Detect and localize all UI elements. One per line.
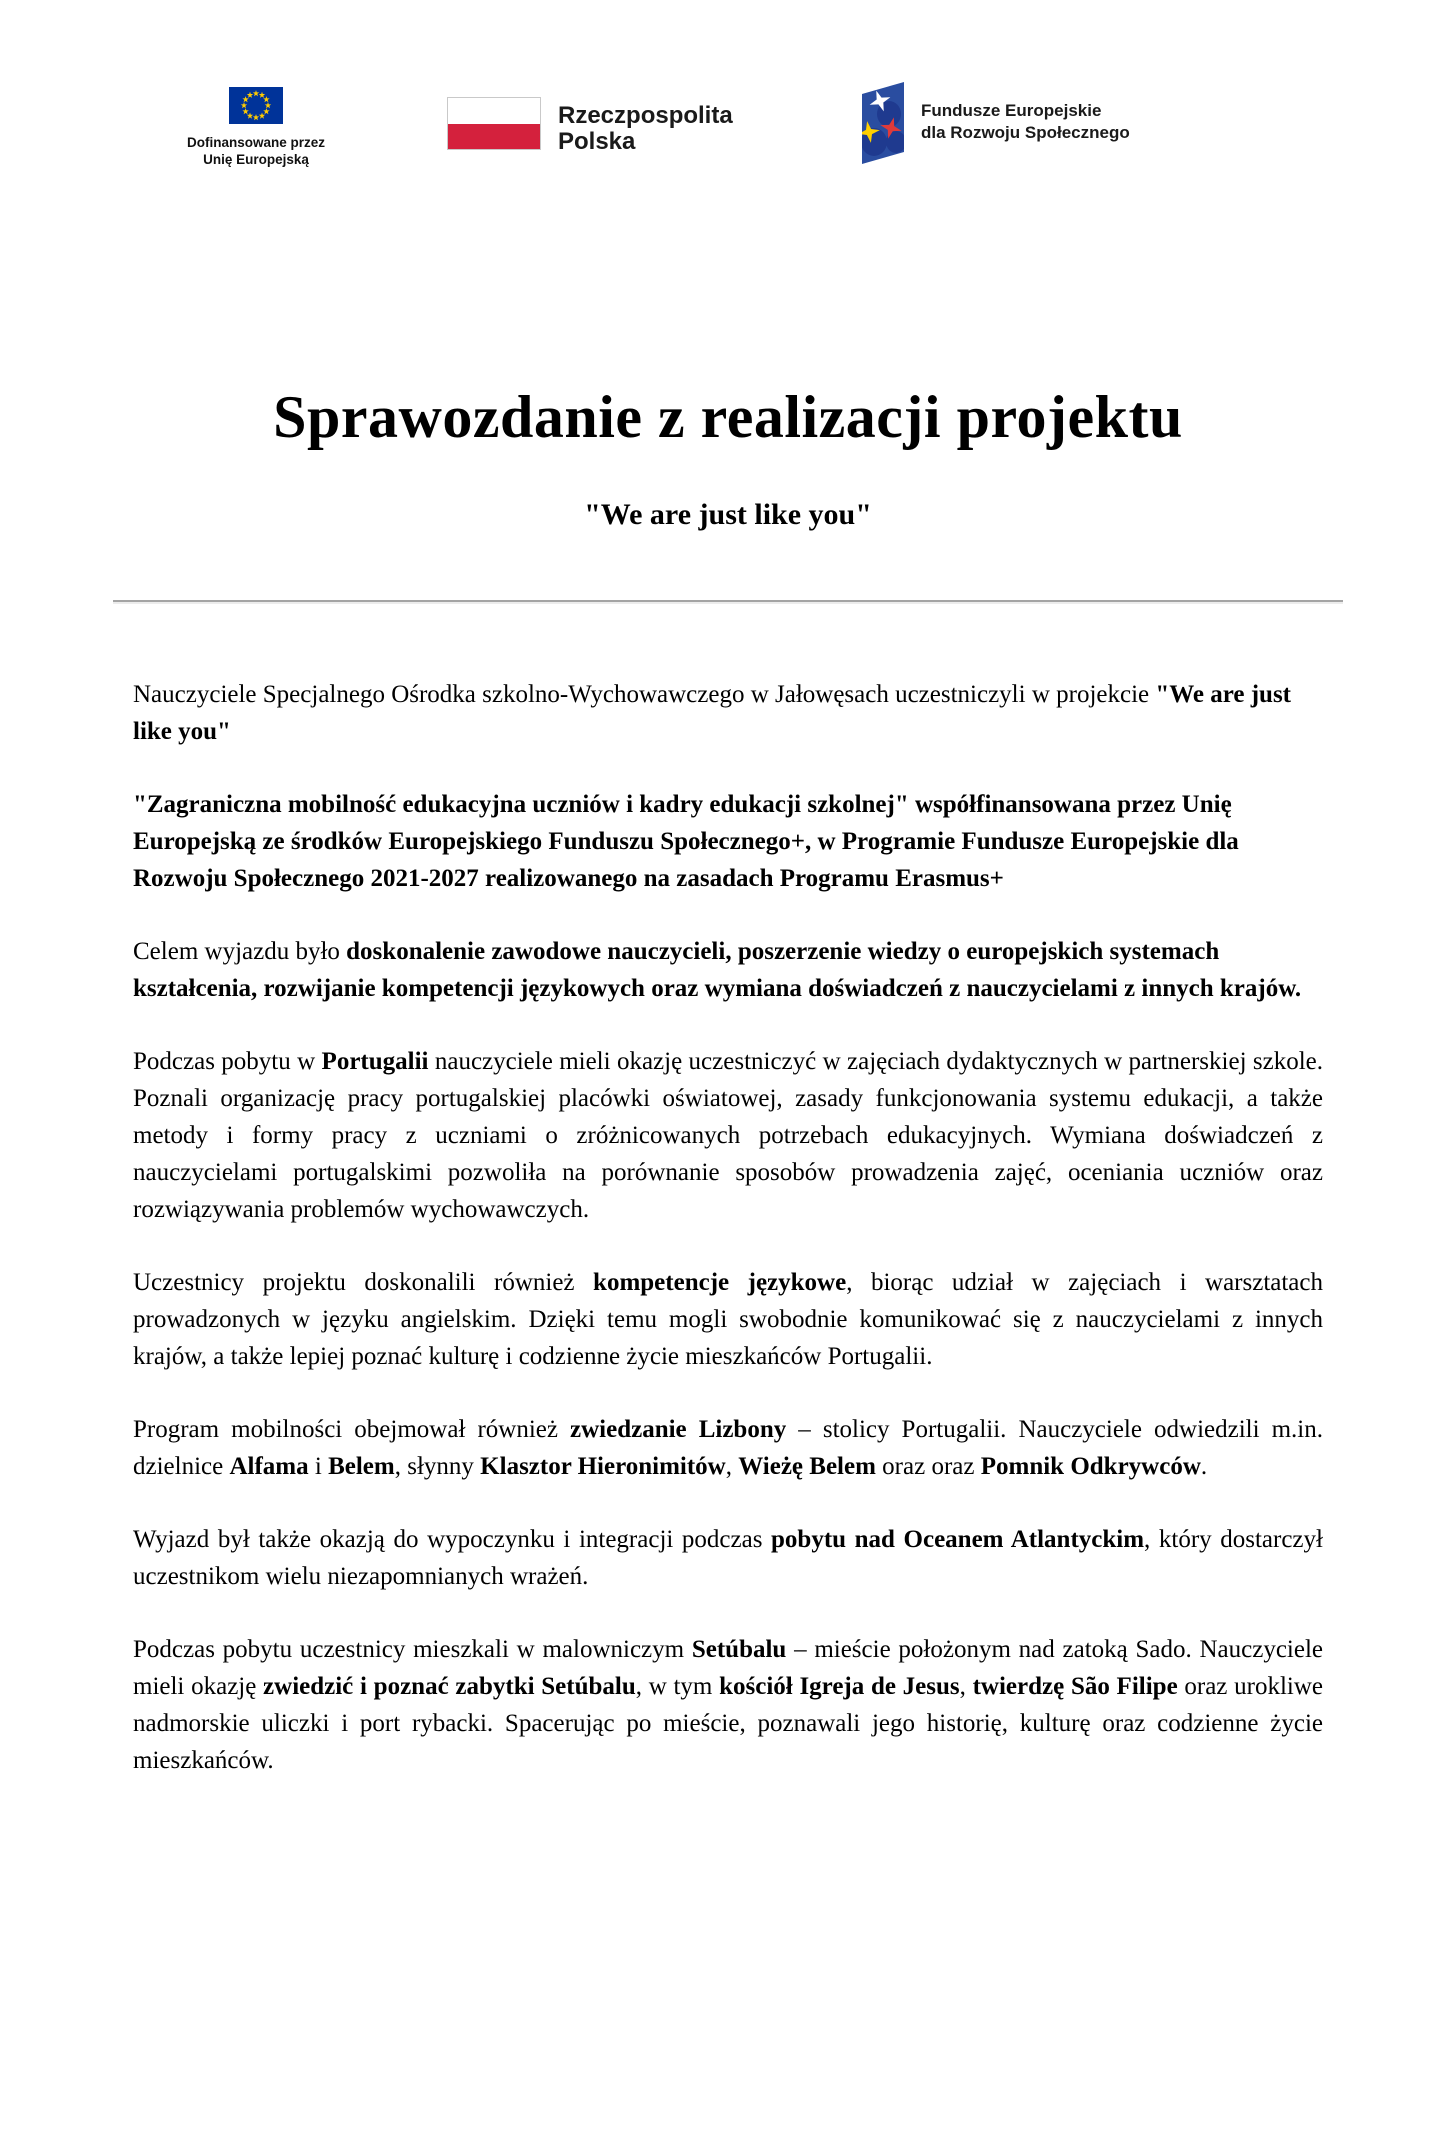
text-run: , [725,1453,739,1480]
eu-caption-line2: Unię Europejską [203,151,309,167]
paragraph [133,1631,1323,1779]
poland-logo-label [558,103,733,154]
poland-flag-icon [447,97,541,150]
poland-label-line1: Rzeczpospolita [558,102,733,129]
funds-label-line2: dla Rozwoju Społecznego [921,123,1130,142]
text-run-bold: Belem [328,1453,395,1480]
text-run-bold: pobytu nad Oceanem Atlantyckim [771,1526,1145,1553]
eu-flag-icon [229,87,283,124]
text-run: Celem wyjazdu było [133,938,347,965]
horizontal-rule [113,600,1343,604]
page-title: Sprawozdanie z realizacji projektu [273,384,1183,450]
text-run: nauczyciele mieli okazję uczestniczyć w zajęciach dydaktycznych w partnerskiej szkole. Poznali organizację pracy portugalskiej placówki oświatowej, zasady funkcjonowania systemu edukacji, a także metody i formy pracy z uczniami o zróżnicowanych potrzebach edukacyjnych. Wymiana doświadczeń z nauczycielami portugalskimi pozwoliła na porównanie sposobów prowadzenia zajęć, oceniania uczniów oraz rozwiązywania problemów wychowawczych. [133,1048,1324,1223]
paragraph [133,1521,1323,1595]
text-run-bold: zwiedzanie Lizbony [570,1416,787,1443]
text-run: , [959,1673,973,1700]
text-run: Podczas pobytu uczestnicy mieszkali w malowniczym [133,1636,692,1663]
text-run: , w tym [635,1673,720,1700]
text-run: – mieście położonym nad zatoką Sado. Nauczyciele mieli okazję [133,1636,1323,1700]
text-run: oraz oraz [875,1453,981,1480]
eu-caption-line1: Dofinansowane przez [186,135,326,150]
poland-logo [447,97,733,154]
text-run-bold: Pomnik Odkrywców [980,1453,1201,1480]
text-run-bold: Klasztor Hieronimitów [480,1453,726,1480]
paragraph [133,1043,1323,1228]
text-run-bold: "Zagraniczna mobilność edukacyjna uczniów i kadry edukacji szkolnej" współfinansowana przez Unię Europejską ze środków Europejskiego Funduszu Społecznego+, w Programie Fundusze Europejskie dla Rozwoju Społecznego 2021-2027 realizowanego na zasadach Programu Erasmus+ [133,791,1239,892]
text-run: i [308,1453,329,1480]
text-run: – stolicy Portugalii. Nauczyciele odwiedzili m.in. dzielnice [133,1416,1323,1480]
text-run: . [1200,1453,1208,1480]
eu-logo-caption [186,135,326,169]
text-run-bold: Alfama [229,1453,309,1480]
text-run: , słynny [394,1453,481,1480]
text-run: Podczas pobytu w [133,1048,322,1075]
paragraph [133,1411,1323,1485]
funds-flag-icon [856,80,906,164]
text-run-bold: Setúbalu [691,1636,787,1663]
eu-funding-logo [186,87,326,169]
text-run: oraz urokliwe nadmorskie uliczki i port rybacki. Spacerując po mieście, poznawali jego historię, kulturę oraz codzienne życie mieszkańców. [133,1673,1323,1774]
funding-logos-header [0,0,1456,200]
text-run: Nauczyciele Specjalnego Ośrodka szkolno-Wychowawczego w Jałowęsach uczestniczyli w projekcie [133,681,1156,708]
text-run-bold: Wieżę Belem [738,1453,876,1480]
poland-label-line2: Polska [558,127,636,155]
text-run-bold: zwiedzić i poznać zabytki Setúbalu [263,1673,636,1700]
paragraph [133,786,1323,897]
text-run-bold: "We are just like you" [133,681,1292,745]
text-run: Program mobilności obejmował również [133,1416,571,1443]
text-run-bold: doskonalenie zawodowe nauczycieli, poszerzenie wiedzy o europejskich systemach kształcenia, rozwijanie kompetencji językowych oraz wymiana doświadczeń z nauczycielami z innych krajów. [133,938,1302,1002]
document-body [133,676,1323,1815]
text-run-bold: kościół Igreja de Jesus [719,1673,960,1700]
funds-logo-label [921,100,1130,144]
text-run: , biorąc udział w zajęciach i warsztatach prowadzonych w języku angielskim. Dzięki temu mogli swobodnie komunikować się z nauczycielami z innych krajów, a także lepiej poznać kulturę i codzienne życie mieszkańców Portugalii. [133,1269,1324,1370]
text-run-bold: kompetencje językowe [593,1269,847,1296]
funds-label-line1: Fundusze Europejskie [921,100,1102,120]
paragraph [133,676,1323,750]
funds-logo [856,80,1130,164]
paragraph [133,1264,1323,1375]
text-run: Uczestnicy projektu doskonalili również [133,1269,594,1296]
text-run-bold: twierdzę São Filipe [972,1673,1178,1700]
text-run-bold: Portugalii [321,1048,429,1075]
paragraph [133,933,1323,1007]
page-subtitle: "We are just like you" [584,498,872,531]
text-run: , który dostarczył uczestnikom wielu niezapomnianych wrażeń. [133,1526,1323,1590]
text-run: Wyjazd był także okazją do wypoczynku i integracji podczas [133,1526,772,1553]
